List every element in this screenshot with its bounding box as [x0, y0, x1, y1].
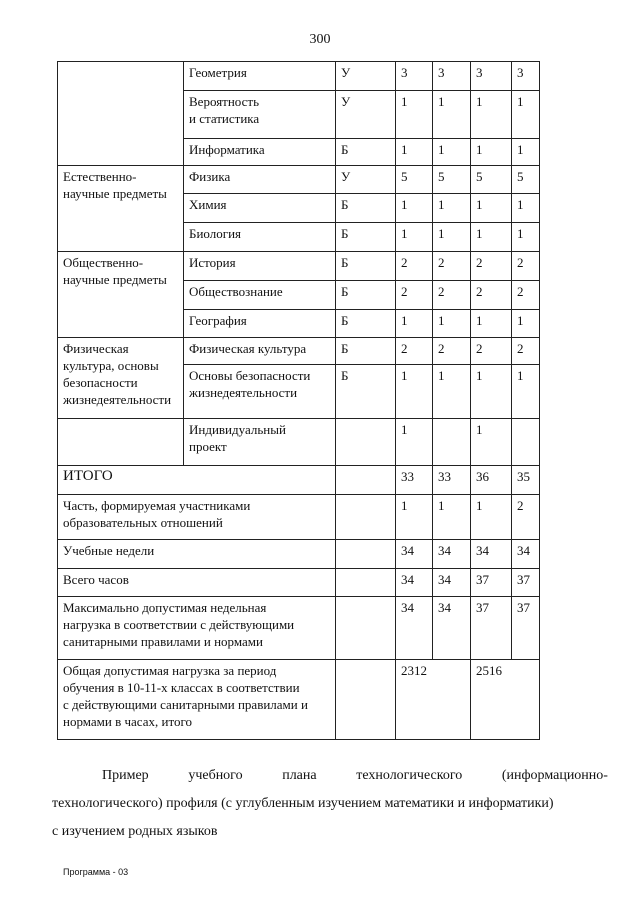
hours-cell: 2	[433, 338, 471, 365]
hours-cell: 1	[396, 91, 433, 139]
hours-cell: 1	[471, 223, 512, 252]
hours-cell: 2	[512, 495, 540, 540]
hours-cell: 2	[396, 338, 433, 365]
hours-cell: 3	[433, 62, 471, 91]
hours-cell: 1	[512, 139, 540, 166]
hours-cell: 1	[471, 194, 512, 223]
hours-cell: 3	[512, 62, 540, 91]
hours-cell: 3	[471, 62, 512, 91]
hours-cell: 37	[512, 597, 540, 660]
plan-heading-paragraph	[52, 762, 608, 846]
paragraph-line-3: с изучением родных языков	[52, 824, 218, 839]
table-row	[58, 338, 540, 365]
hours-cell	[512, 419, 540, 466]
subject-cell: Основы безопасности жизнедеятельности	[184, 365, 336, 419]
itogo-row-label: ИТОГО	[58, 466, 336, 495]
paragraph-word: учебного	[188, 768, 243, 783]
hours-cell: 1	[433, 91, 471, 139]
subject-cell: Обществознание	[184, 281, 336, 310]
subject-cell: Биология	[184, 223, 336, 252]
hours-cell: 5	[396, 166, 433, 194]
hours-cell: 1	[471, 91, 512, 139]
hours-cell: 1	[433, 495, 471, 540]
hours-cell: 34	[433, 569, 471, 597]
subject-area-cell	[58, 419, 184, 466]
hours-cell: 34	[433, 540, 471, 569]
paragraph-line-2: технологического) профиля (с углубленным изучением математики и информатики)	[52, 796, 554, 811]
hours-cell: 2	[396, 252, 433, 281]
hours-cell: 2	[433, 281, 471, 310]
general-load-row	[58, 660, 540, 740]
hours-cell: 1	[512, 91, 540, 139]
level-cell: Б	[336, 365, 396, 419]
hours-cell: 2	[471, 252, 512, 281]
hours-cell: 37	[471, 597, 512, 660]
level-cell	[336, 660, 396, 740]
level-cell	[336, 495, 396, 540]
max-load-row-label: Максимально допустимая недельная нагрузка в соответствии с действующими санитарными правилами и нормами	[58, 597, 336, 660]
hours-cell: 2	[471, 338, 512, 365]
level-cell	[336, 569, 396, 597]
level-cell: Б	[336, 338, 396, 365]
level-cell: У	[336, 62, 396, 91]
level-cell: У	[336, 91, 396, 139]
hours-cell: 1	[512, 310, 540, 338]
hours-cell: 34	[396, 597, 433, 660]
subject-cell: Физическая культура	[184, 338, 336, 365]
hours-cell: 2	[433, 252, 471, 281]
hours-cell: 33	[396, 466, 433, 495]
hours-cell: 1	[396, 495, 433, 540]
paragraph-word: Пример	[102, 768, 149, 783]
level-cell: Б	[336, 223, 396, 252]
hours-cell: 2	[512, 252, 540, 281]
weeks-row	[58, 540, 540, 569]
subject-area-cell	[58, 62, 184, 166]
hours-cell: 1	[471, 139, 512, 166]
level-cell	[336, 419, 396, 466]
level-cell: Б	[336, 252, 396, 281]
part-row-label: Часть, формируемая участниками образовательных отношений	[58, 495, 336, 540]
hours-cell: 5	[471, 166, 512, 194]
subject-cell: Геометрия	[184, 62, 336, 91]
page-number: 300	[309, 32, 331, 47]
hours-cell: 35	[512, 466, 540, 495]
level-cell	[336, 597, 396, 660]
general-load-value-11: 2516	[471, 660, 540, 740]
table-row	[58, 252, 540, 281]
hours-cell: 1	[396, 365, 433, 419]
level-cell: Б	[336, 194, 396, 223]
paragraph-word: (информационно-	[501, 768, 608, 783]
level-cell: Б	[336, 139, 396, 166]
hours-cell: 34	[396, 540, 433, 569]
hours-cell: 1	[512, 365, 540, 419]
hours-cell: 1	[396, 419, 433, 466]
curriculum-table	[57, 61, 540, 740]
hours-cell: 1	[396, 310, 433, 338]
hours-cell: 1	[433, 365, 471, 419]
table-row	[58, 419, 540, 466]
subject-cell: История	[184, 252, 336, 281]
subject-cell: Химия	[184, 194, 336, 223]
hours-cell: 34	[433, 597, 471, 660]
hours-cell: 34	[396, 569, 433, 597]
subject-area-cell: Физическая культура, основы безопасности жизнедеятельности	[58, 338, 184, 419]
hours-cell: 1	[396, 223, 433, 252]
hours-cell: 5	[512, 166, 540, 194]
hours-cell: 3	[396, 62, 433, 91]
subject-cell: Вероятность и статистика	[184, 91, 336, 139]
weeks-row-label: Учебные недели	[58, 540, 336, 569]
hours-cell: 37	[471, 569, 512, 597]
subject-cell: География	[184, 310, 336, 338]
max-load-row	[58, 597, 540, 660]
hours-cell: 5	[433, 166, 471, 194]
hours-cell: 2	[396, 281, 433, 310]
hours-cell: 1	[471, 365, 512, 419]
hours-cell: 1	[433, 194, 471, 223]
paragraph-line-1	[52, 762, 608, 790]
total-hours-row-label: Всего часов	[58, 569, 336, 597]
hours-cell: 2	[471, 281, 512, 310]
hours-cell: 1	[433, 139, 471, 166]
level-cell	[336, 540, 396, 569]
subject-area-cell: Общественно- научные предметы	[58, 252, 184, 338]
hours-cell	[433, 419, 471, 466]
hours-cell: 1	[433, 223, 471, 252]
hours-cell: 1	[471, 495, 512, 540]
part-row	[58, 495, 540, 540]
level-cell	[336, 466, 396, 495]
subject-cell: Физика	[184, 166, 336, 194]
subject-cell: Индивидуальный проект	[184, 419, 336, 466]
hours-cell: 1	[512, 223, 540, 252]
table-row	[58, 166, 540, 194]
hours-cell: 1	[396, 139, 433, 166]
hours-cell: 36	[471, 466, 512, 495]
hours-cell: 2	[512, 338, 540, 365]
level-cell: Б	[336, 310, 396, 338]
general-load-value-10: 2312	[396, 660, 471, 740]
general-load-label: Общая допустимая нагрузка за период обучения в 10-11-х классах в соответствии с действующими санитарными правилами и нормами в часах, итого	[58, 660, 336, 740]
subject-area-cell: Естественно- научные предметы	[58, 166, 184, 252]
total-hours-row	[58, 569, 540, 597]
level-cell: У	[336, 166, 396, 194]
hours-cell: 2	[512, 281, 540, 310]
table-row	[58, 62, 540, 91]
page-footer: Программа - 03	[63, 867, 129, 877]
hours-cell: 1	[471, 310, 512, 338]
hours-cell: 1	[433, 310, 471, 338]
itogo-row	[58, 466, 540, 495]
hours-cell: 33	[433, 466, 471, 495]
subject-cell: Информатика	[184, 139, 336, 166]
hours-cell: 34	[512, 540, 540, 569]
hours-cell: 1	[396, 194, 433, 223]
hours-cell: 37	[512, 569, 540, 597]
level-cell: Б	[336, 281, 396, 310]
hours-cell: 1	[512, 194, 540, 223]
paragraph-word: плана	[282, 768, 317, 783]
paragraph-word: технологического	[356, 768, 463, 783]
hours-cell: 34	[471, 540, 512, 569]
hours-cell: 1	[471, 419, 512, 466]
